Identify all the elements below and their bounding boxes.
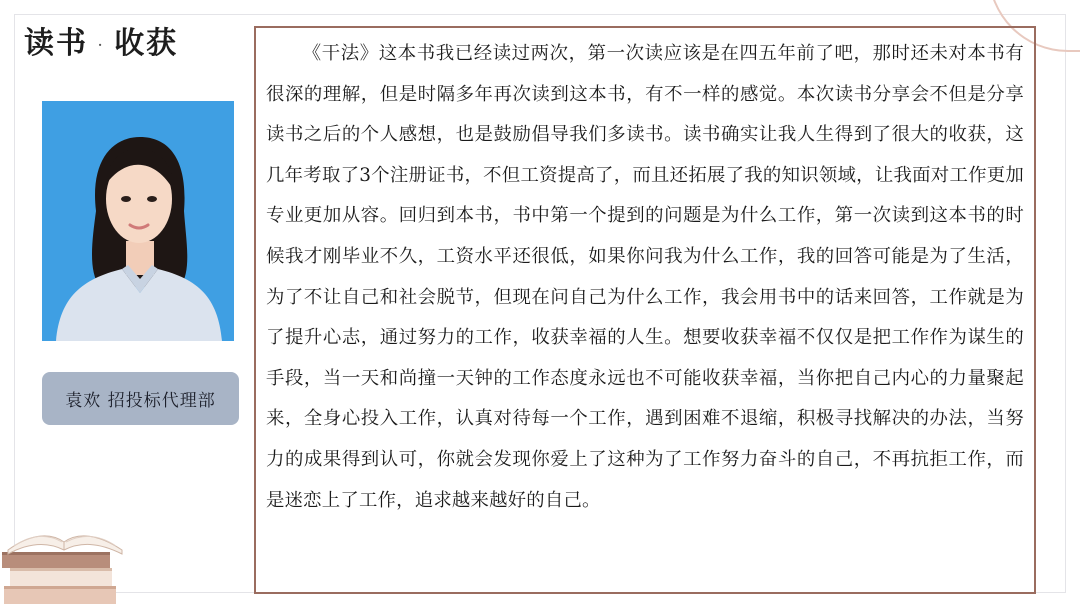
title-separator: · <box>98 38 105 52</box>
person-portrait-icon <box>42 101 234 341</box>
article-paragraph: 《干法》这本书我已经读过两次，第一次读应该是在四五年前了吧，那时还未对本书有很深的理解，但是时隔多年再次读到这本书，有不一样的感觉。本次读书分享会不但是分享读书之后的个人感想，也是鼓励倡导我们多读书。读书确实让我人生得到了很大的收获，这几年考取了3个注册证书，不但工资提高了，而且还拓展了我的知识领域，让我面对工作更加专业更加从容。回归到本书，书中第一个提到的问题是为什么工作，第一次读到这本书的时候我才刚毕业不久，工资水平还很低，如果你问我为什么工作，我的回答可能是为了生活，为了不让自己和社会脱节，但现在问自己为什么工作，我会用书中的话来回答，工作就是为了提升心志，通过努力的工作，收获幸福的人生。想要收获幸福不仅仅是把工作作为谋生的手段，当一天和尚撞一天钟的工作态度永远也不可能收获幸福，当你把自己内心的力量聚起来，全身心投入工作，认真对待每一个工作，遇到困难不退缩，积极寻找解决的办法，当努力的成果得到认可，你就会发现你爱上了这种为了工作努力奋斗的自己，不再抗拒工作，而是迷恋上了工作，追求越来越好的自己。 <box>266 43 1024 511</box>
name-tag: 袁欢 招投标代理部 <box>42 372 239 425</box>
title-part-2: 收获 <box>114 26 179 61</box>
portrait-photo <box>42 101 234 341</box>
title-part-1: 读书 <box>24 26 88 61</box>
page-title <box>24 18 178 62</box>
stack-of-books-icon <box>0 494 135 607</box>
article-text-box <box>254 26 1036 594</box>
